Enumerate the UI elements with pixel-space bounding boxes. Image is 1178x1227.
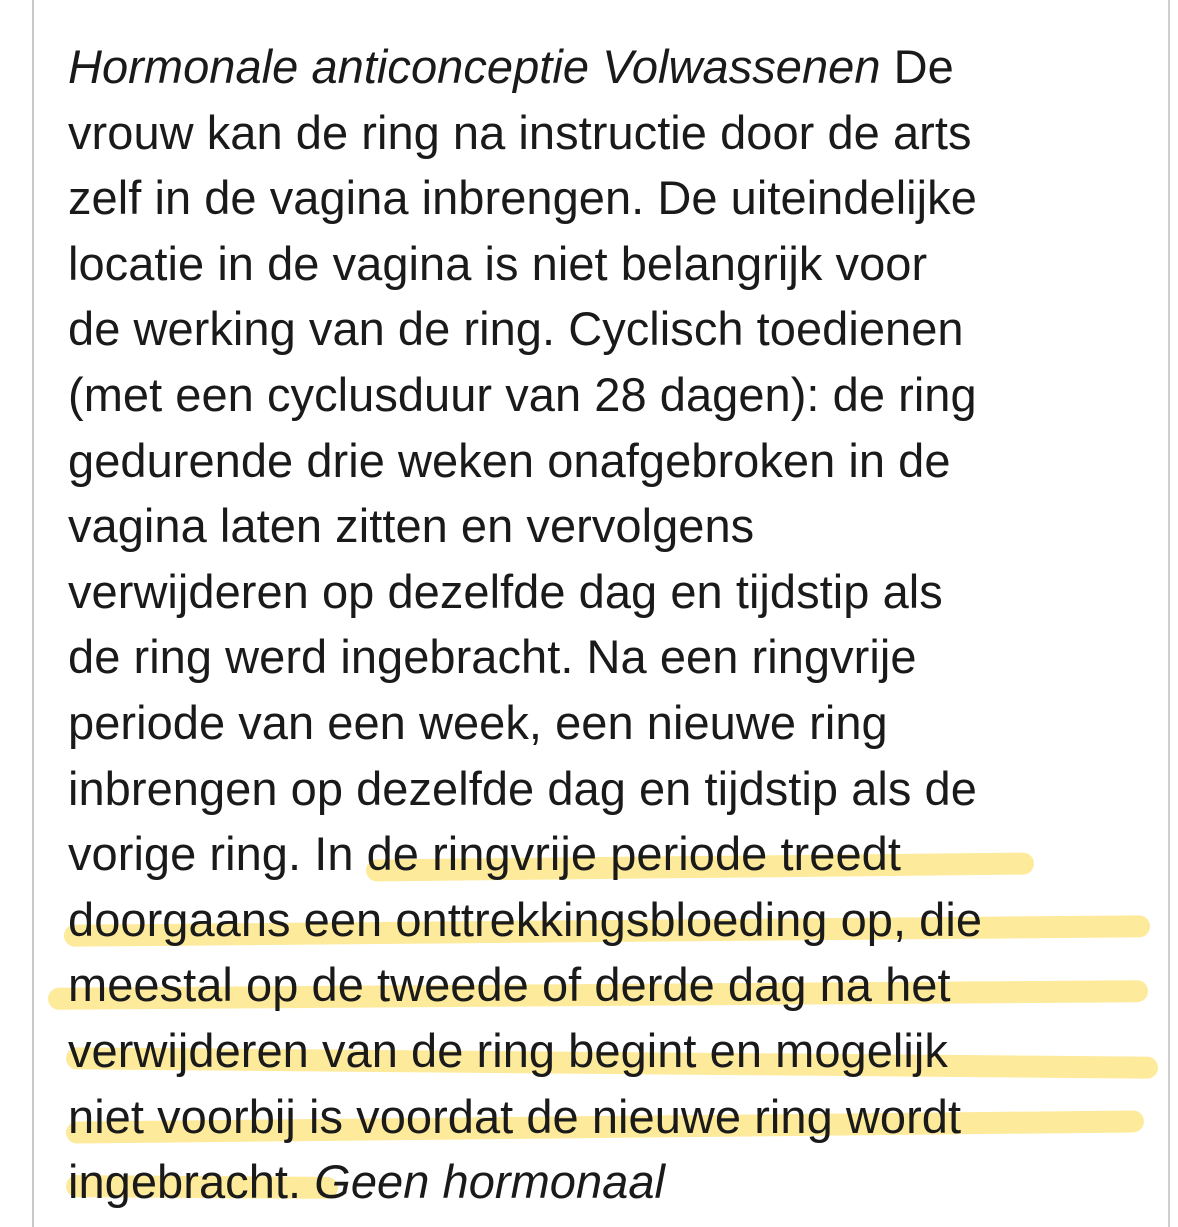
text-line [68,100,1163,166]
text-line [68,296,1163,362]
text-run: locatie in de vagina is niet belangrijk voor [68,236,928,290]
text-run: (met een cyclusduur van 28 dagen): de ring [68,367,977,421]
text-run: verwijderen op dezelfde dag en tijdstip als [68,564,943,618]
text-line [68,165,1163,231]
page-left-border [32,0,34,1227]
text-run: doorgaans een onttrekkingsbloeding op, die [68,892,983,946]
section-heading: Geen hormonaal [301,1155,666,1209]
text-run: gedurende drie weken onafgebroken in de [68,433,951,487]
text-run: zelf in de vagina inbrengen. De uiteindelijke [68,171,977,225]
text-run: meestal op de tweede of derde dag na het [68,958,951,1012]
text-run: de ring werd ingebracht. Na een ringvrije [68,630,917,684]
text-line [68,690,1163,756]
text-run: De [880,40,954,93]
section-heading: Hormonale anticonceptie Volwassenen [68,40,881,93]
text-line [68,1149,1163,1215]
text-run: inbrengen op dezelfde dag en tijdstip als de [68,761,977,815]
text-run: vagina laten zitten en vervolgens [68,499,755,553]
text-line [68,362,1163,428]
text-line [68,624,1163,690]
text-run: de werking van de ring. Cyclisch toedienen [68,302,964,356]
text-line [68,493,1163,559]
page-right-border [1168,0,1170,1227]
text-run: vrouw kan de ring na instructie door de arts [68,105,972,159]
text-run: vorige ring. In de ringvrije periode treedt [68,827,901,881]
text-line [68,756,1163,822]
text-line [68,231,1163,297]
text-run: periode van een week, een nieuwe ring [68,695,888,749]
text-line [68,559,1163,625]
document-text [68,34,1163,1215]
text-line [68,428,1163,494]
text-run: niet voorbij is voordat de nieuwe ring wordt [68,1089,962,1143]
text-run: ingebracht. [68,1155,302,1209]
text-line [68,34,1163,100]
text-run: verwijderen van de ring begint en mogelijk [68,1023,948,1077]
